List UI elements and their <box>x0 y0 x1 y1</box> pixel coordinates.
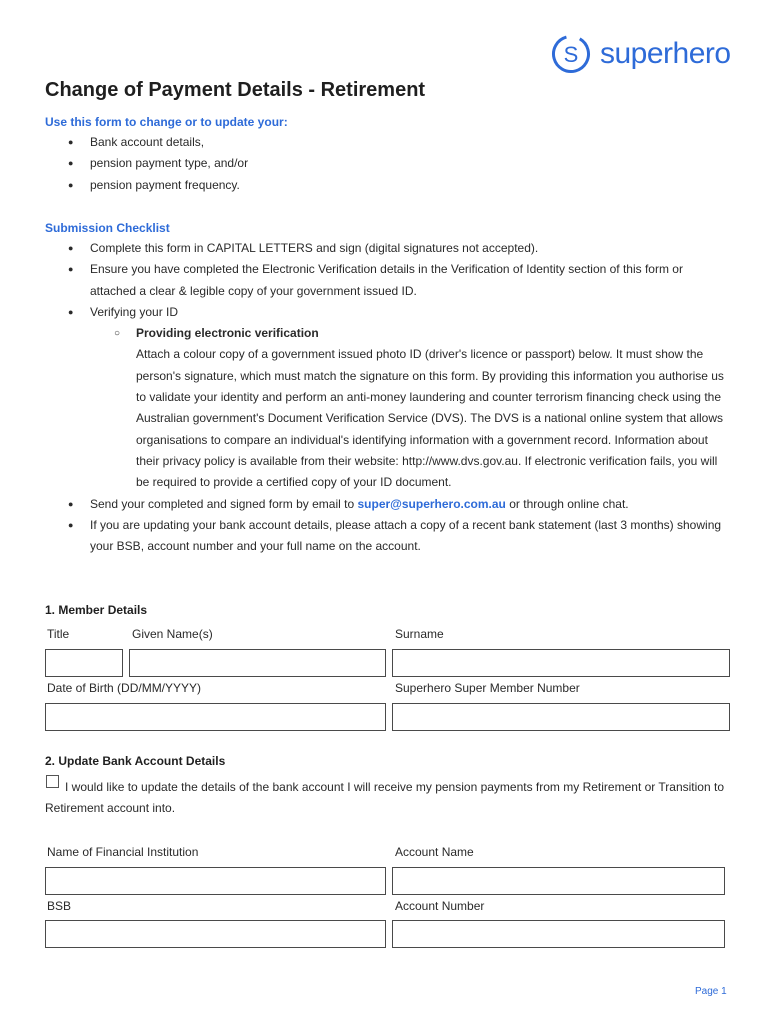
checklist-heading: Submission Checklist <box>45 221 170 235</box>
intro-item: ● pension payment frequency. <box>45 175 735 196</box>
account-name-field[interactable] <box>392 867 725 895</box>
dob-field[interactable] <box>45 703 386 731</box>
page-title: Change of Payment Details - Retirement <box>45 79 426 101</box>
checklist-item: ● If you are updating your bank account details, please attach a copy of a recent bank statement (last 3 months) showing your BSB, account number and your full name on the account. <box>45 515 727 558</box>
superhero-logo <box>551 34 731 74</box>
member-details-heading: 1. Member Details <box>45 603 148 617</box>
svg-text:S: S <box>563 42 579 67</box>
checklist-list <box>45 238 727 557</box>
institution-field[interactable] <box>45 867 386 895</box>
checklist-sublist <box>90 323 727 493</box>
intro-list <box>45 132 735 196</box>
dob-label: Date of Birth (DD/MM/YYYY) <box>47 681 202 695</box>
given-name-label: Given Name(s) <box>132 627 213 641</box>
title-label: Title <box>47 627 70 641</box>
checklist-item-text: Verifying your ID <box>90 304 179 319</box>
checklist-item <box>45 494 727 515</box>
intro-item: ● Bank account details, <box>45 132 735 153</box>
update-bank-checkbox-label: I would like to update the details of the bank account I will receive my pension payments from my Retirement or Transition to Retirement account into. <box>45 780 724 816</box>
sub-item-text: Attach a colour copy of a government issued photo ID (driver's licence or passport) below. It must show the person's signature, which must match the signature on this form. By providing this information you authorise us to validate your identity and perform an anti-money laundering and counter terrorism financing check using the Australian government's Document Verification Service (DVS). The DVS is a national online system that allows organisations to compare an individual's identifying information with a government record. Information about their privacy policy is available from their website: http://www.dvs.gov.au. If electronic verification fails, you will be required to provide a certified copy of your ID document. <box>136 347 724 490</box>
intro-heading: Use this form to change or to update your: <box>45 115 288 129</box>
bsb-field[interactable] <box>45 920 386 948</box>
email-text-before: Send your completed and signed form by email to <box>90 496 358 511</box>
intro-item: ● pension payment type, and/or <box>45 153 735 174</box>
sub-item-title: ○ Providing electronic verification <box>136 326 319 341</box>
email-link[interactable]: super@superhero.com.au <box>357 496 506 511</box>
account-number-field[interactable] <box>392 920 725 948</box>
title-field[interactable] <box>45 649 123 677</box>
brand-name: superhero <box>600 37 731 70</box>
checklist-subitem <box>90 323 727 493</box>
checklist-item: ● Complete this form in CAPITAL LETTERS and sign (digital signatures not accepted). <box>45 238 727 259</box>
superhero-logo-icon <box>551 34 591 74</box>
page-number: Page 1 <box>695 986 727 997</box>
checklist-item <box>45 302 727 494</box>
surname-label: Surname <box>395 627 444 641</box>
member-number-label: Superhero Super Member Number <box>395 681 580 695</box>
account-number-label: Account Number <box>395 899 485 913</box>
given-name-field[interactable] <box>129 649 386 677</box>
checklist-item: ● Ensure you have completed the Electronic Verification details in the Verification of Identity section of this form or attached a clear & legible copy of your government issued ID. <box>45 259 727 302</box>
surname-field[interactable] <box>392 649 730 677</box>
bank-details-heading: 2. Update Bank Account Details <box>45 754 226 768</box>
member-number-field[interactable] <box>392 703 730 731</box>
account-name-label: Account Name <box>395 845 474 859</box>
email-text-after: or through online chat. <box>505 496 629 511</box>
bsb-label: BSB <box>47 899 72 913</box>
institution-label: Name of Financial Institution <box>47 845 199 859</box>
